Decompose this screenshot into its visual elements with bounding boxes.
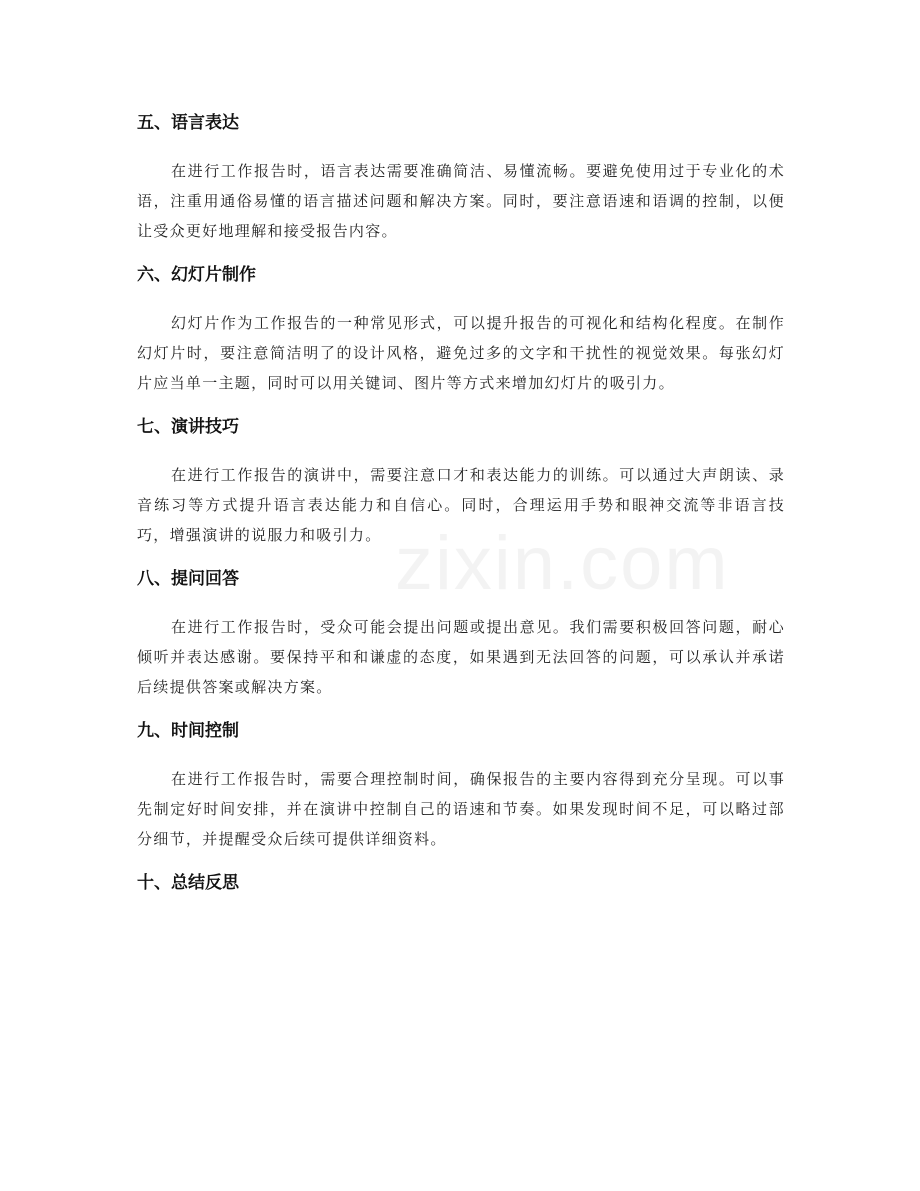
section-paragraph: 在进行工作报告时，受众可能会提出问题或提出意见。我们需要积极回答问题，耐心倾听并表达感谢。要保持平和和谦虚的态度，如果遇到无法回答的问题，可以承认并承诺后续提供答案或解决方案。	[137, 618, 785, 696]
section-heading: 七、演讲技巧	[137, 417, 239, 437]
section-paragraph: 幻灯片作为工作报告的一种常见形式，可以提升报告的可视化和结构化程度。在制作幻灯片时，要注意简洁明了的设计风格，避免过多的文字和干扰性的视觉效果。每张幻灯片应当单一主题，同时可以用关键词、图片等方式来增加幻灯片的吸引力。	[137, 314, 785, 392]
section-paragraph: 在进行工作报告时，需要合理控制时间，确保报告的主要内容得到充分呈现。可以事先制定好时间安排，并在演讲中控制自己的语速和节奏。如果发现时间不足，可以略过部分细节，并提醒受众后续可提供详细资料。	[137, 770, 785, 848]
section-summary-reflection	[137, 868, 785, 898]
section-language-expression	[137, 108, 785, 246]
section-heading: 八、提问回答	[137, 569, 239, 589]
section-heading: 十、总结反思	[137, 873, 239, 893]
section-questions-answers	[137, 564, 785, 702]
watermark: zixin.com	[395, 521, 730, 606]
section-time-control	[137, 716, 785, 854]
section-paragraph: 在进行工作报告时，语言表达需要准确简洁、易懂流畅。要避免使用过于专业化的术语，注重用通俗易懂的语言描述问题和解决方案。同时，要注意语速和语调的控制，以便让受众更好地理解和接受报告内容。	[137, 162, 785, 240]
section-heading: 九、时间控制	[137, 721, 239, 741]
section-heading: 六、幻灯片制作	[137, 265, 256, 285]
section-speech-skills	[137, 412, 785, 550]
section-slide-making	[137, 260, 785, 398]
document-body	[137, 108, 785, 916]
section-heading: 五、语言表达	[137, 113, 239, 133]
section-paragraph: 在进行工作报告的演讲中，需要注意口才和表达能力的训练。可以通过大声朗读、录音练习等方式提升语言表达能力和自信心。同时，合理运用手势和眼神交流等非语言技巧，增强演讲的说服力和吸引力。	[137, 466, 785, 544]
